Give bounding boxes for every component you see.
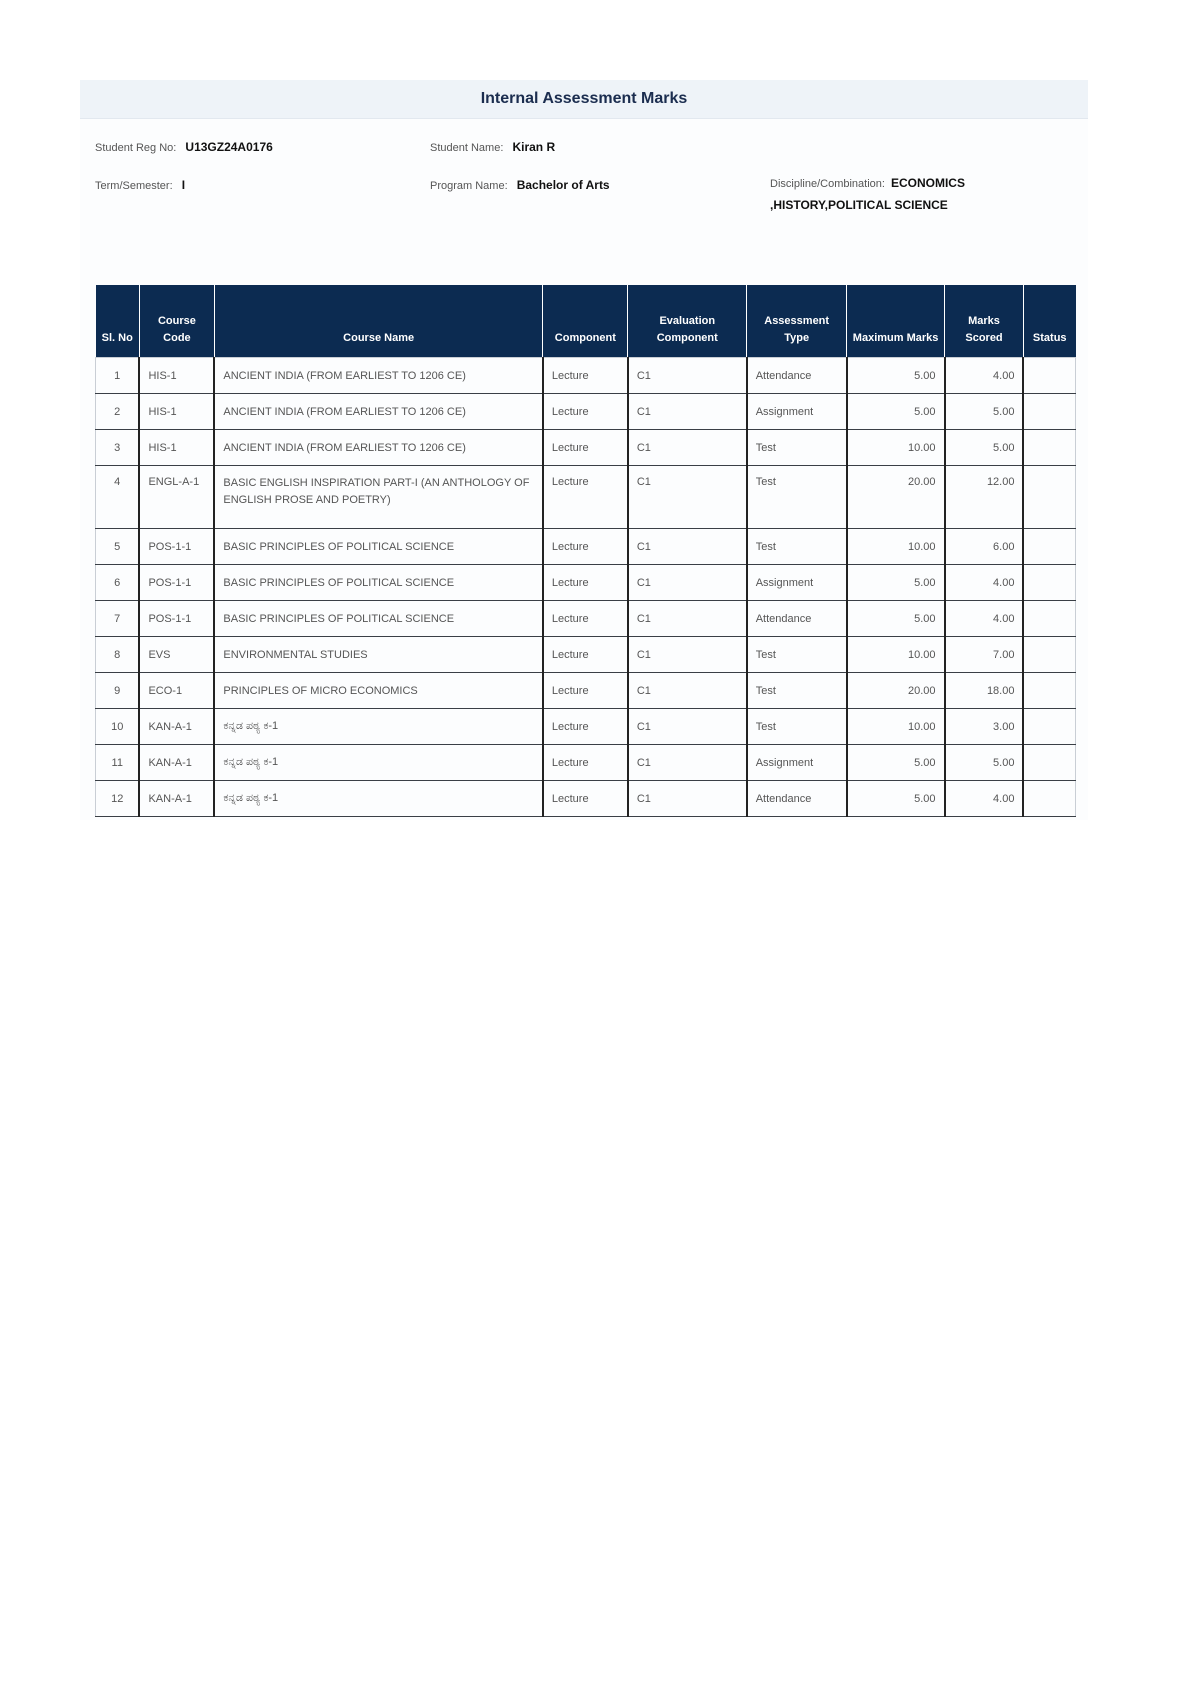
cell-component: Lecture	[543, 358, 628, 394]
page-title: Internal Assessment Marks	[480, 90, 688, 107]
cell-status	[1023, 637, 1075, 673]
table-row	[96, 430, 1076, 466]
cell-component: Lecture	[543, 637, 628, 673]
cell-component: Lecture	[543, 565, 628, 601]
assessment-card	[80, 80, 1088, 820]
reg-no-field	[95, 140, 273, 154]
cell-max: 10.00	[847, 637, 945, 673]
cell-code: HIS-1	[139, 430, 214, 466]
cell-scored: 4.00	[945, 565, 1024, 601]
header-sl-no: Sl. No	[96, 285, 140, 358]
discipline-label: Discipline/Combination:	[770, 178, 885, 190]
reg-no-label: Student Reg No:	[95, 142, 177, 154]
cell-type: Assignment	[747, 745, 847, 781]
cell-component: Lecture	[543, 709, 628, 745]
cell-eval: C1	[628, 529, 747, 565]
table-row	[96, 601, 1076, 637]
cell-type: Attendance	[747, 781, 847, 817]
table-row	[96, 565, 1076, 601]
header-course-name: Course Name	[214, 285, 542, 358]
cell-status	[1023, 709, 1075, 745]
cell-sl: 7	[96, 601, 140, 637]
cell-max: 10.00	[847, 430, 945, 466]
header-course-code: Course Code	[139, 285, 214, 358]
cell-max: 5.00	[847, 601, 945, 637]
table-row	[96, 529, 1076, 565]
header-status: Status	[1023, 285, 1075, 358]
title-bar	[80, 80, 1088, 119]
cell-eval: C1	[628, 709, 747, 745]
table-row	[96, 781, 1076, 817]
cell-component: Lecture	[543, 601, 628, 637]
table-row	[96, 709, 1076, 745]
discipline-value: ECONOMICS ,HISTORY,POLITICAL SCIENCE	[770, 176, 965, 212]
cell-type: Test	[747, 430, 847, 466]
cell-course-name: BASIC PRINCIPLES OF POLITICAL SCIENCE	[214, 565, 542, 601]
cell-scored: 4.00	[945, 358, 1024, 394]
table-row	[96, 637, 1076, 673]
cell-status	[1023, 601, 1075, 637]
cell-eval: C1	[628, 781, 747, 817]
discipline-field	[770, 173, 1080, 217]
cell-max: 10.00	[847, 709, 945, 745]
cell-sl: 6	[96, 565, 140, 601]
cell-code: HIS-1	[139, 394, 214, 430]
cell-max: 5.00	[847, 745, 945, 781]
cell-status	[1023, 466, 1075, 529]
cell-course-name: ಕನ್ನಡ ಪಠ್ಯ ಕ-1	[214, 745, 542, 781]
table-row	[96, 745, 1076, 781]
cell-eval: C1	[628, 358, 747, 394]
cell-eval: C1	[628, 637, 747, 673]
cell-sl: 8	[96, 637, 140, 673]
cell-code: POS-1-1	[139, 601, 214, 637]
header-component: Component	[543, 285, 628, 358]
cell-sl: 10	[96, 709, 140, 745]
cell-status	[1023, 565, 1075, 601]
table-row	[96, 673, 1076, 709]
cell-code: KAN-A-1	[139, 709, 214, 745]
cell-max: 5.00	[847, 394, 945, 430]
cell-scored: 5.00	[945, 430, 1024, 466]
cell-component: Lecture	[543, 673, 628, 709]
marks-table	[95, 285, 1076, 817]
cell-type: Attendance	[747, 358, 847, 394]
cell-code: POS-1-1	[139, 529, 214, 565]
program-label: Program Name:	[430, 180, 508, 192]
cell-status	[1023, 781, 1075, 817]
cell-scored: 7.00	[945, 637, 1024, 673]
cell-component: Lecture	[543, 466, 628, 529]
table-row	[96, 466, 1076, 529]
cell-scored: 5.00	[945, 394, 1024, 430]
cell-status	[1023, 745, 1075, 781]
cell-scored: 4.00	[945, 601, 1024, 637]
cell-eval: C1	[628, 466, 747, 529]
term-value: I	[181, 178, 186, 192]
cell-max: 20.00	[847, 673, 945, 709]
header-maximum-marks: Maximum Marks	[847, 285, 945, 358]
cell-course-name: ENVIRONMENTAL STUDIES	[214, 637, 542, 673]
cell-sl: 2	[96, 394, 140, 430]
cell-type: Test	[747, 466, 847, 529]
cell-status	[1023, 358, 1075, 394]
term-field	[95, 178, 185, 192]
cell-scored: 18.00	[945, 673, 1024, 709]
cell-component: Lecture	[543, 430, 628, 466]
cell-eval: C1	[628, 394, 747, 430]
cell-component: Lecture	[543, 394, 628, 430]
student-name-value: Kiran R	[512, 140, 556, 154]
table-header-row	[96, 285, 1076, 358]
cell-course-name: ANCIENT INDIA (FROM EARLIEST TO 1206 CE)	[214, 394, 542, 430]
cell-eval: C1	[628, 430, 747, 466]
student-name-label: Student Name:	[430, 142, 504, 154]
cell-code: KAN-A-1	[139, 745, 214, 781]
cell-sl: 1	[96, 358, 140, 394]
program-value: Bachelor of Arts	[516, 178, 610, 192]
cell-component: Lecture	[543, 745, 628, 781]
header-evaluation-component: Evaluation Component	[628, 285, 747, 358]
cell-course-name: ANCIENT INDIA (FROM EARLIEST TO 1206 CE)	[214, 358, 542, 394]
cell-sl: 12	[96, 781, 140, 817]
cell-course-name: ANCIENT INDIA (FROM EARLIEST TO 1206 CE)	[214, 430, 542, 466]
cell-course-name: PRINCIPLES OF MICRO ECONOMICS	[214, 673, 542, 709]
cell-scored: 6.00	[945, 529, 1024, 565]
cell-max: 10.00	[847, 529, 945, 565]
cell-sl: 4	[96, 466, 140, 529]
cell-status	[1023, 394, 1075, 430]
cell-max: 5.00	[847, 781, 945, 817]
cell-eval: C1	[628, 745, 747, 781]
cell-status	[1023, 529, 1075, 565]
header-marks-scored: Marks Scored	[945, 285, 1024, 358]
table-row	[96, 394, 1076, 430]
cell-course-name: BASIC ENGLISH INSPIRATION PART-I (AN ANTHOLOGY OF ENGLISH PROSE AND POETRY)	[214, 466, 542, 529]
cell-eval: C1	[628, 601, 747, 637]
cell-sl: 3	[96, 430, 140, 466]
cell-course-name: BASIC PRINCIPLES OF POLITICAL SCIENCE	[214, 529, 542, 565]
cell-max: 20.00	[847, 466, 945, 529]
header-assessment-type: Assessment Type	[747, 285, 847, 358]
cell-code: HIS-1	[139, 358, 214, 394]
cell-type: Test	[747, 709, 847, 745]
cell-type: Test	[747, 637, 847, 673]
cell-max: 5.00	[847, 565, 945, 601]
cell-component: Lecture	[543, 529, 628, 565]
cell-type: Assignment	[747, 394, 847, 430]
cell-code: POS-1-1	[139, 565, 214, 601]
reg-no-value: U13GZ24A0176	[185, 140, 273, 154]
cell-max: 5.00	[847, 358, 945, 394]
cell-component: Lecture	[543, 781, 628, 817]
student-name-field	[430, 140, 555, 154]
table-row	[96, 358, 1076, 394]
cell-scored: 12.00	[945, 466, 1024, 529]
cell-course-name: BASIC PRINCIPLES OF POLITICAL SCIENCE	[214, 601, 542, 637]
cell-code: KAN-A-1	[139, 781, 214, 817]
cell-type: Attendance	[747, 601, 847, 637]
cell-sl: 11	[96, 745, 140, 781]
cell-scored: 4.00	[945, 781, 1024, 817]
term-label: Term/Semester:	[95, 180, 173, 192]
cell-course-name: ಕನ್ನಡ ಪಠ್ಯ ಕ-1	[214, 709, 542, 745]
cell-type: Test	[747, 673, 847, 709]
cell-scored: 3.00	[945, 709, 1024, 745]
cell-status	[1023, 430, 1075, 466]
cell-code: ECO-1	[139, 673, 214, 709]
cell-course-name: ಕನ್ನಡ ಪಠ್ಯ ಕ-1	[214, 781, 542, 817]
cell-eval: C1	[628, 673, 747, 709]
cell-eval: C1	[628, 565, 747, 601]
cell-type: Assignment	[747, 565, 847, 601]
cell-scored: 5.00	[945, 745, 1024, 781]
cell-code: ENGL-A-1	[139, 466, 214, 529]
program-field	[430, 178, 610, 192]
cell-status	[1023, 673, 1075, 709]
cell-type: Test	[747, 529, 847, 565]
cell-sl: 9	[96, 673, 140, 709]
cell-code: EVS	[139, 637, 214, 673]
cell-sl: 5	[96, 529, 140, 565]
